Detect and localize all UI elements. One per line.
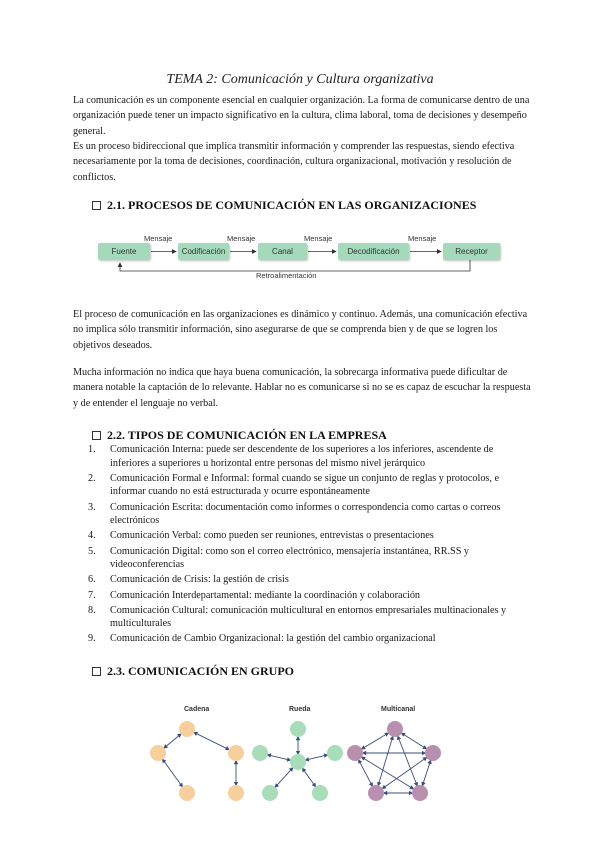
section-heading-2-1	[92, 198, 476, 213]
group-networks-diagram	[150, 700, 450, 810]
wheel-node	[262, 785, 278, 801]
multi-node	[425, 745, 441, 761]
wheel-edge	[276, 769, 292, 787]
network-label-multicanal: Multicanal	[381, 706, 416, 713]
communication-process-diagram	[96, 232, 501, 284]
checkbox-icon	[92, 667, 101, 676]
section-heading-text: 2.2. TIPOS DE COMUNICACIÓN EN LA EMPRESA	[107, 428, 387, 442]
multi-edge	[379, 738, 393, 785]
wheel-edge	[269, 755, 289, 760]
chain-edge	[163, 760, 181, 785]
multichannel-nodes	[347, 721, 441, 801]
multi-edge	[359, 761, 372, 785]
page-title: TEMA 2: Comunicación y Cultura organizativa	[166, 72, 434, 87]
network-label-rueda: Rueda	[289, 706, 311, 713]
wheel-nodes	[252, 721, 343, 801]
wheel-edge	[303, 769, 315, 785]
flow-label-mensaje-4: Mensaje	[408, 234, 437, 243]
chain-edge	[195, 733, 228, 749]
multi-node	[347, 745, 363, 761]
communication-types-list	[88, 443, 528, 648]
list-item: 6. Comunicación de Crisis: la gestión de crisis	[88, 574, 289, 586]
multi-node	[387, 721, 403, 737]
multichannel-edges	[359, 734, 430, 793]
list-item: 7. Comunicación Interdepartamental: mediante la coordinación y colaboración	[88, 589, 421, 601]
flow-box-decodificacion: Decodificación	[338, 243, 409, 260]
flow-box-canal: Canal	[258, 243, 307, 260]
flow-box-fuente: Fuente	[98, 243, 150, 260]
multi-edge	[398, 737, 416, 784]
wheel-node	[252, 745, 268, 761]
chain-node	[179, 721, 195, 737]
list-item: 3. Comunicación Escrita: documentación como informes o correspondencia como cartas o correos electrónicos	[88, 501, 501, 527]
flow-box-codificacion: Codificación	[178, 243, 229, 260]
wheel-node	[290, 754, 306, 770]
checkbox-icon	[92, 431, 101, 440]
networks-svg	[150, 700, 450, 810]
multi-edge	[363, 734, 388, 749]
process-paragraph-1: El proceso de comunicación en las organizaciones es dinámico y continuo. Además, una comunicación efectiva no implica sólo transmitir información, sino asegurarse de que se comprenda bien y de que se logren los objetivos deseados.	[73, 309, 528, 351]
chain-node	[228, 745, 244, 761]
flow-label-mensaje-1: Mensaje	[144, 234, 173, 243]
wheel-node	[290, 721, 306, 737]
list-item: 5. Comunicación Digital: como son el correo electrónico, mensajería instantánea, RR.SS y videoconferencias	[88, 545, 470, 571]
section-heading-text: 2.1. PROCESOS DE COMUNICACIÓN EN LAS ORGANIZACIONES	[107, 198, 477, 212]
list-item: 1. Comunicación Interna: puede ser descendente de los superiores a los inferiores, ascendente de inferiores a superiores u horizontal entre personas del mismo nivel jerárquico	[88, 444, 494, 469]
flow-box-receptor: Receptor	[443, 243, 500, 260]
chain-edges	[163, 733, 236, 786]
chain-node	[150, 745, 166, 761]
section-heading-2-2	[92, 428, 387, 443]
checkbox-icon	[92, 201, 101, 210]
multi-node	[368, 785, 384, 801]
intro-paragraph-1: La comunicación es un componente esencial en cualquier organización. La forma de comunicarse dentro de una organización puede tener un impacto significativo en la cultura, clima laboral, toma de decisiones y desempeño general.	[73, 95, 530, 137]
wheel-node	[312, 785, 328, 801]
multi-edge	[423, 762, 430, 785]
flow-label-mensaje-2: Mensaje	[227, 234, 256, 243]
flow-label-retroalimentacion: Retroalimentación	[256, 271, 317, 280]
list-item: 2. Comunicación Formal e Informal: formal cuando se sigue un conjunto de reglas y protocolos, e informar cuando no está estructurada y ocurre espontáneamente	[88, 472, 500, 498]
section-heading-text: 2.3. COMUNICACIÓN EN GRUPO	[107, 664, 294, 678]
chain-edge	[165, 735, 180, 748]
wheel-edge	[307, 755, 327, 760]
intro-paragraph-2: Es un proceso bidireccional que implica transmitir información y comprender las respuestas, siendo efectiva necesariamente por la toma de decisiones, coordinación, cultura organizacional, motivación y resolución de conflictos.	[73, 141, 515, 183]
multi-node	[412, 785, 428, 801]
flow-label-mensaje-3: Mensaje	[304, 234, 333, 243]
list-item: 9. Comunicación de Cambio Organizacional: la gestión del cambio organizacional	[88, 633, 436, 645]
process-paragraph-2: Mucha información no indica que haya buena comunicación, la sobrecarga informativa puede dificultar de manera notable la captación de lo relevante. Hablar no es comunicarse si no se es capaz de escuchar la respuesta y de entender el lenguaje no verbal.	[73, 367, 531, 409]
multi-edge	[403, 734, 426, 748]
wheel-node	[327, 745, 343, 761]
feedback-arrow	[120, 260, 470, 271]
list-item: 4. Comunicación Verbal: como pueden ser reuniones, entrevistas o presentaciones	[88, 530, 434, 542]
network-label-cadena: Cadena	[184, 706, 210, 713]
list-item: 8. Comunicación Cultural: comunicación multicultural en entornos empresariales multinacionales y multiculturales	[88, 604, 507, 630]
section-heading-2-3	[92, 664, 294, 679]
chain-node	[179, 785, 195, 801]
chain-node	[228, 785, 244, 801]
